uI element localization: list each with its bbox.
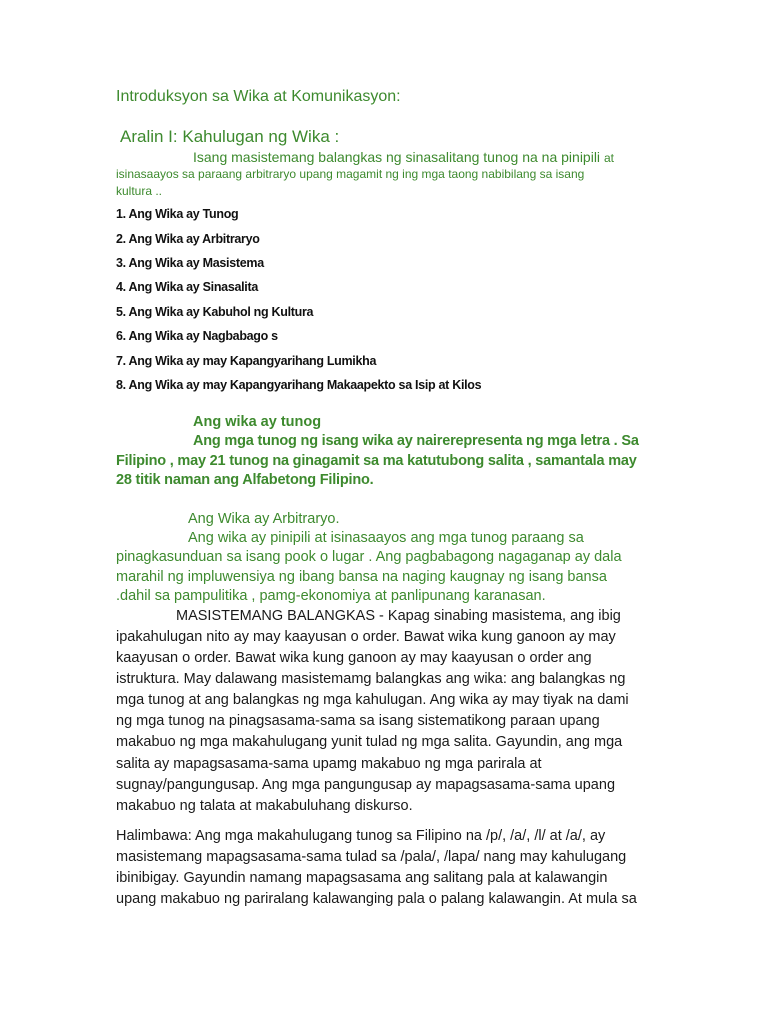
paragraph-line: masistemang mapagsasama-sama tulad sa /pala/, /lapa/ nang may kahulugang bbox=[116, 849, 627, 865]
paragraph-line: makabuo ng talata at makabuluhang diskurso. bbox=[116, 798, 413, 814]
list-item: 6. Ang Wika ay Nagbabago s bbox=[116, 329, 278, 343]
paragraph-line: upang makabuo ng pariralang kalawanging pala o palang kalawangin. At mula sa bbox=[116, 891, 637, 907]
paragraph-line: MASISTEMANG BALANGKAS - Kapag sinabing masistema, ang ibig bbox=[176, 608, 621, 624]
list-item: 7. Ang Wika ay may Kapangyarihang Lumikha bbox=[116, 354, 377, 368]
list-item: 2. Ang Wika ay Arbitraryo bbox=[116, 232, 260, 246]
section-paragraph-line: marahil ng impluwensiya ng ibang bansa na naging kaugnay ng isang bansa bbox=[116, 569, 607, 585]
document-title: Introduksyon sa Wika at Komunikasyon: bbox=[116, 88, 401, 105]
section-paragraph-line: Ang wika ay pinipili at isinasaayos ang mga tunog paraang sa bbox=[188, 530, 584, 546]
paragraph-line: ibinibigay. Gayundin namang mapagsasama ang salitang pala at kalawangin bbox=[116, 870, 608, 886]
section-paragraph-line: Filipino , may 21 tunog na ginagamit sa ma katutubong salita , samantala may bbox=[116, 453, 637, 469]
definition-line-1: Isang masistemang balangkas ng sinasalitang tunog na na pinipili at bbox=[193, 149, 614, 165]
section-paragraph-line: .dahil sa pampulitika , pamg-ekonomiya at panlipunang karanasan. bbox=[116, 588, 546, 604]
list-item: 3. Ang Wika ay Masistema bbox=[116, 256, 264, 270]
list-item: 1. Ang Wika ay Tunog bbox=[116, 207, 239, 221]
paragraph-line: kaayusan o order. Bawat wika kung ganoon ay may kaayusan o order ang bbox=[116, 650, 592, 666]
lesson-title: Aralin I: Kahulugan ng Wika : bbox=[120, 127, 340, 146]
definition-line-2: isinasaayos sa paraang arbitraryo upang magamit ng ing mga taong nabibilang sa isang bbox=[116, 167, 585, 181]
list-item: 8. Ang Wika ay may Kapangyarihang Makaapekto sa Isip at Kilos bbox=[116, 378, 482, 392]
list-item: 5. Ang Wika ay Kabuhol ng Kultura bbox=[116, 305, 314, 319]
section-paragraph-line: Ang mga tunog ng isang wika ay nairerepresenta ng mga letra . Sa bbox=[193, 433, 639, 449]
paragraph-line: salita ay mapagsasama-sama upamg makabuo ng mga parirala at bbox=[116, 756, 542, 772]
section-paragraph-line: pinagkasunduan sa isang pook o lugar . Ang pagbabagong nagaganap ay dala bbox=[116, 549, 622, 565]
section-heading-tunog: Ang wika ay tunog bbox=[193, 414, 322, 430]
paragraph-line: Halimbawa: Ang mga makahulugang tunog sa Filipino na /p/, /a/, /l/ at /a/, ay bbox=[116, 828, 606, 844]
paragraph-line: ng mga tunog na pinagsasama-sama sa isang sistematikong paraan upang bbox=[116, 713, 600, 729]
paragraph-line: ipakahulugan nito ay may kaayusan o order. Bawat wika kung ganoon ay may bbox=[116, 629, 616, 645]
section-paragraph-line: 28 titik naman ang Alfabetong Filipino. bbox=[116, 472, 374, 488]
paragraph-line: mga tunog at ang balangkas ng mga kahulugan. Ang wika ay may tiyak na dami bbox=[116, 692, 629, 708]
paragraph-line: sugnay/pangungusap. Ang mga pangungusap ay mapagsasama-sama upang bbox=[116, 777, 616, 793]
paragraph-line: istruktura. May dalawang masistemamg balangkas ang wika: ang balangkas ng bbox=[116, 671, 626, 687]
section-heading-arbitraryo: Ang Wika ay Arbitraryo. bbox=[188, 511, 340, 527]
definition-line-3: kultura .. bbox=[116, 184, 163, 198]
paragraph-line: makabuo ng mga makahulugang yunit tulad ng mga salita. Gayundin, ang mga bbox=[116, 734, 623, 750]
list-item: 4. Ang Wika ay Sinasalita bbox=[116, 280, 258, 294]
